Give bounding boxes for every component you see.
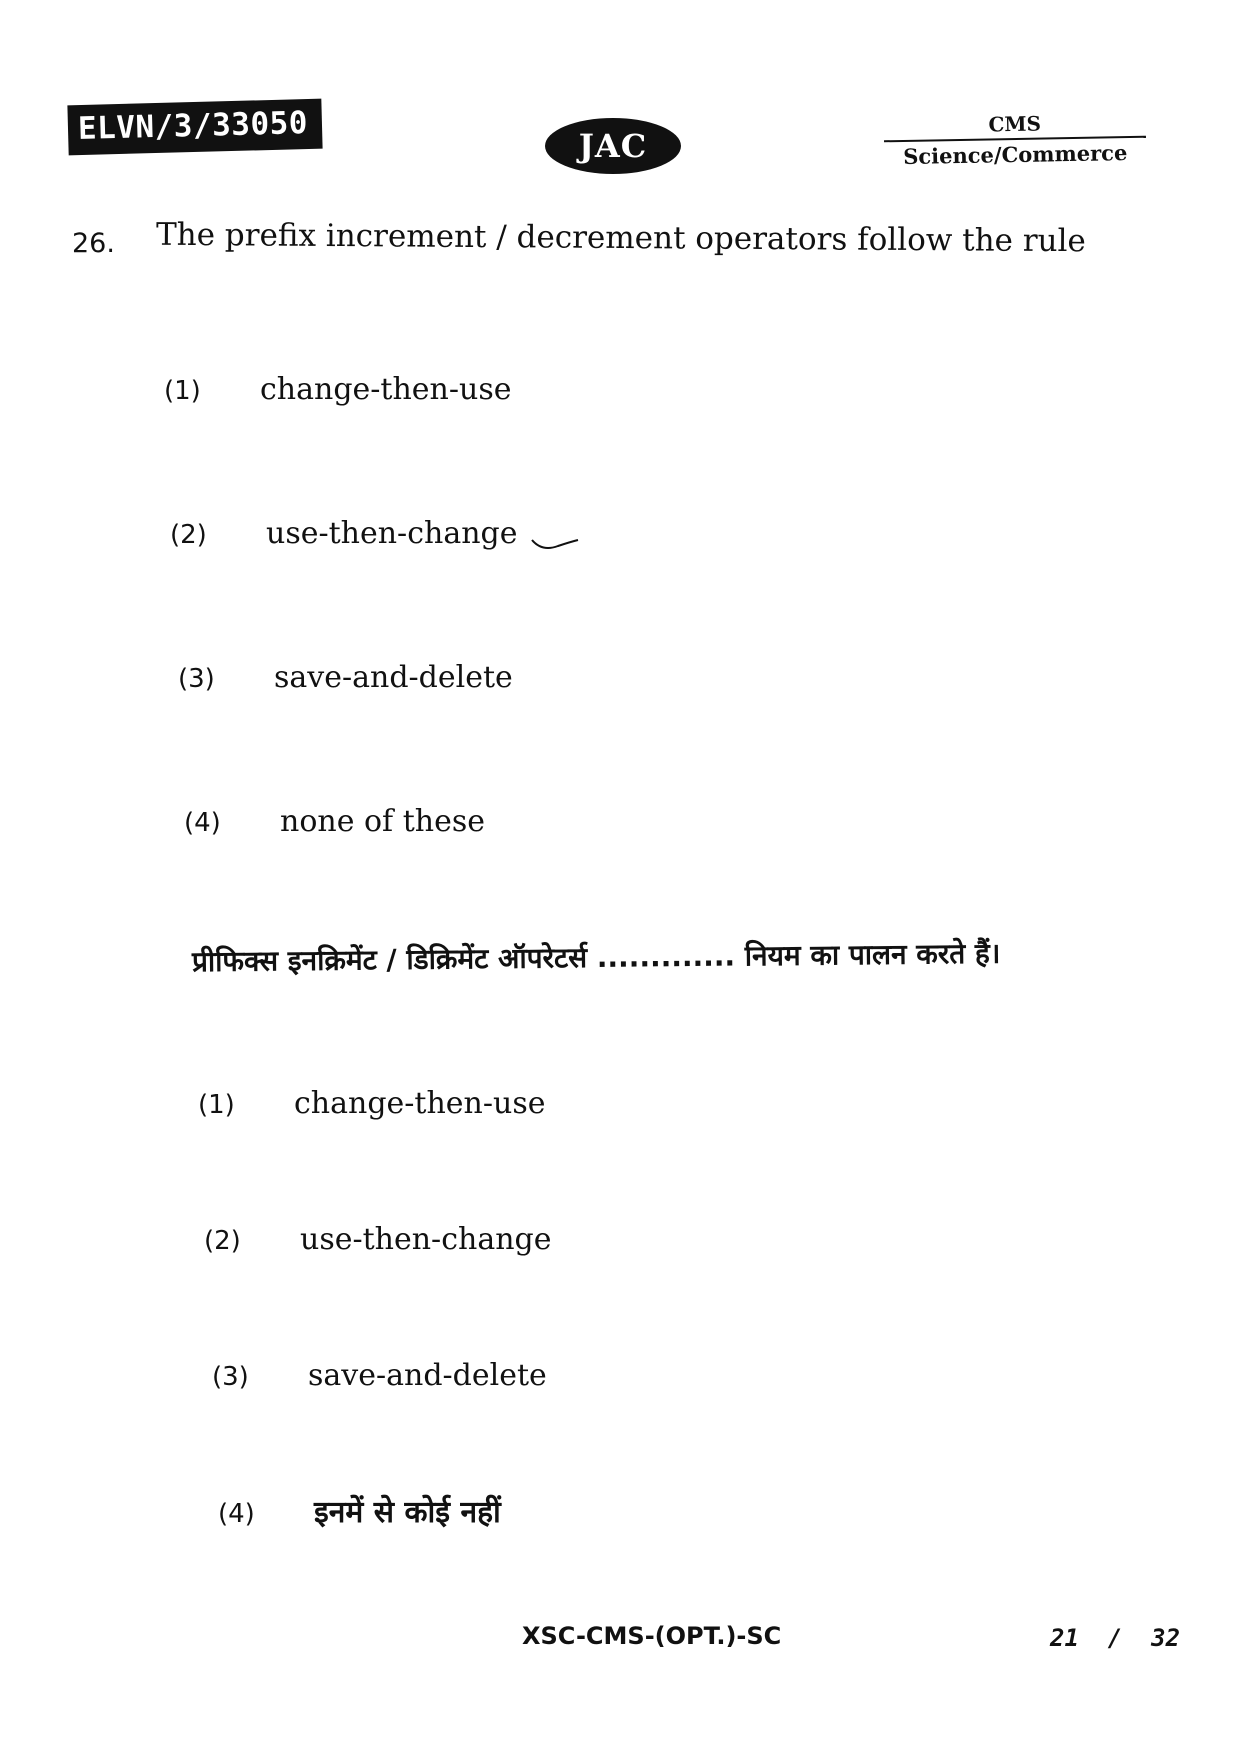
option-hi-1 xyxy=(198,1086,545,1121)
option-text: change-then-use xyxy=(260,372,512,407)
option-en-1 xyxy=(164,372,511,407)
subject-block xyxy=(884,110,1147,170)
option-text: save-and-delete xyxy=(308,1358,547,1393)
option-en-4 xyxy=(184,804,485,839)
question-number: 26. xyxy=(72,228,115,259)
option-number: (3) xyxy=(178,664,215,694)
option-text: use-then-change xyxy=(300,1222,552,1257)
option-number: (2) xyxy=(204,1226,241,1256)
option-hi-2 xyxy=(204,1222,551,1257)
option-text: save-and-delete xyxy=(274,660,513,695)
pen-tick-mark xyxy=(530,532,580,552)
board-logo-text: JAC xyxy=(578,127,648,165)
option-en-2 xyxy=(170,516,517,551)
option-number: (1) xyxy=(198,1090,235,1120)
question-text-hindi: प्रीफिक्स इनक्रिमेंट / डिक्रिमेंट ऑपरेटर्स ............. नियम का पालन करते हैं। xyxy=(191,936,1001,979)
option-hi-4 xyxy=(218,1490,501,1531)
paper-code-label: ELVN/3/33050 xyxy=(67,99,322,156)
option-number: (4) xyxy=(218,1499,255,1529)
option-en-3 xyxy=(178,660,513,695)
subject-code: CMS xyxy=(988,111,1042,137)
option-text: none of these xyxy=(280,804,485,839)
footer-paper-code: XSC-CMS-(OPT.)-SC xyxy=(522,1622,782,1650)
option-text: इनमें से कोई नहीं xyxy=(314,1495,501,1530)
option-hi-3 xyxy=(212,1358,547,1393)
page-number: 21 / 32 xyxy=(1050,1624,1181,1652)
question-text-english: The prefix increment / decrement operators follow the rule xyxy=(155,216,1086,260)
option-number: (4) xyxy=(184,808,221,838)
option-text: change-then-use xyxy=(294,1086,546,1121)
subject-stream: Science/Commerce xyxy=(902,140,1128,169)
option-number: (3) xyxy=(212,1362,249,1392)
option-number: (2) xyxy=(170,520,207,550)
board-logo xyxy=(545,118,681,174)
option-text: use-then-change xyxy=(266,516,518,551)
option-number: (1) xyxy=(164,376,201,406)
